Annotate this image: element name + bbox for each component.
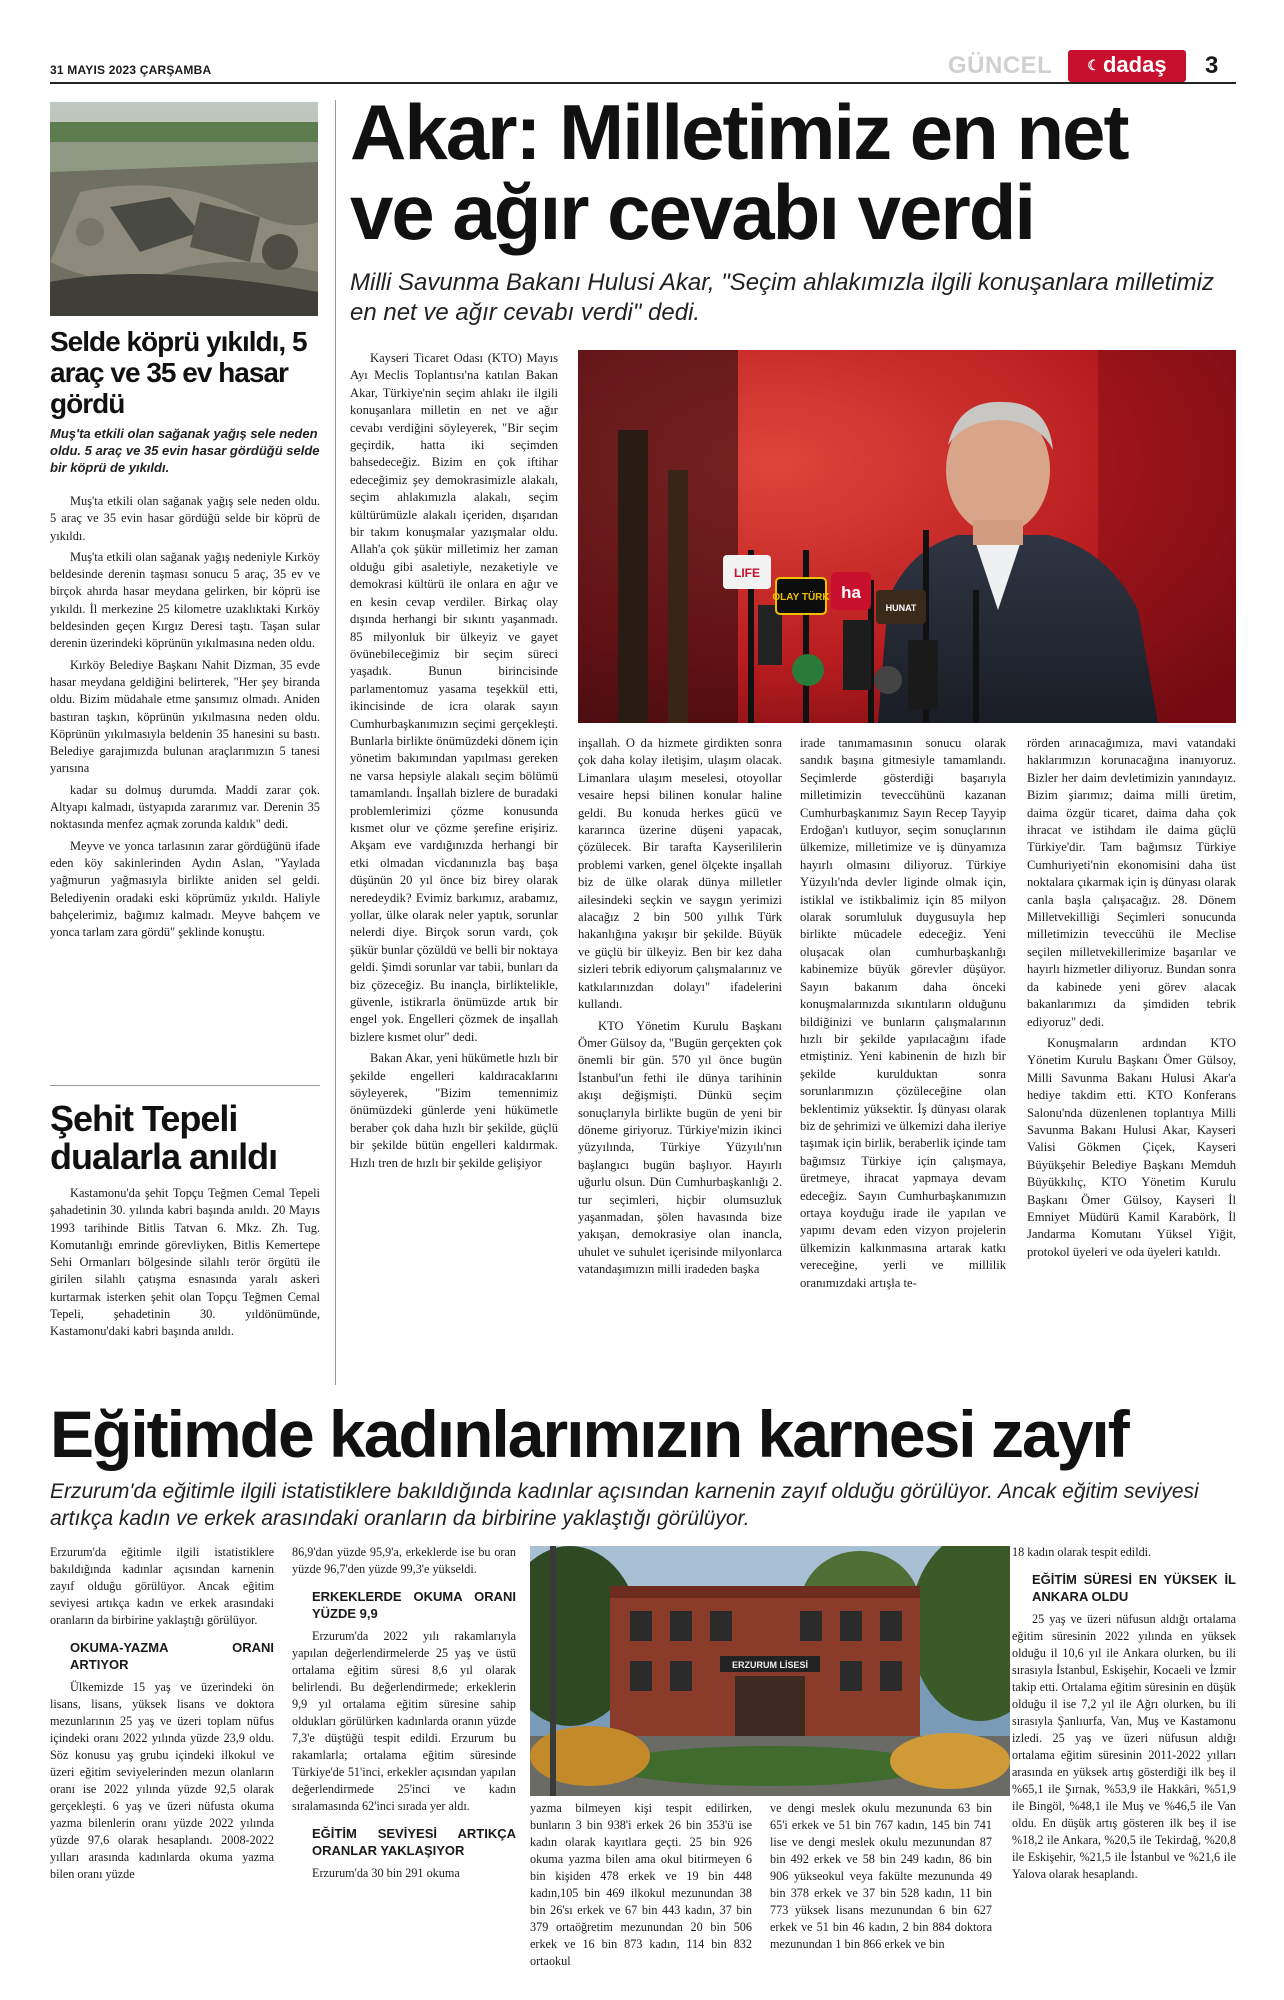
education-headline: Eğitimde kadınlarımızın karnesi zayıf (50, 1397, 1128, 1471)
education-col4 (770, 1800, 992, 1953)
akar-paragraph: Kayseri Ticaret Odası (KTO) Mayıs Ayı Meclis Toplantısı'na katılan Bakan Akar, Türkiye'nin seçim ahlakı ile ilgili konuşanlara milletin en net ve ağır cevabı verdiğini söyleyerek, "Bir seçim geçirdik, hatta iki seçimden bahsedeceğiz. Bizim en çok iftihar edeceğimiz şey demokrasimizle alakalı, seçim ahlakımızla alakalı, seçim kültürümüzle alakalı içeriden, dışarıdan bir takım konuşmalar yazışmalar oldu. Allah'a çok şükür milletimiz her zaman olduğu gibi asaletiyle, nezaketiyle ve demokrasi kültürü ile onlara en ağır ve en kesin cevap verdiler. Birkaç olay dışında herhangi bir sıkıntı yaşanmadı. 85 milyonluk bir ülkeyiz ve gayet övünebileceğimiz bir seçim süreci yaşadık. Bunun birincisinde parlamentomuz yasama teşekkül etti, ikincisinde de icra olarak sayın Cumhurbaşkanımızın seçimi gerçekleşti. Bunlarla birlikte önümüzdeki dönem için yönetim bakımından yapılması gereken ne varsa hepsiyle alakalı seçim bölümü tamamlandı. İnşallah bizlere de buradaki problemlerimizi çözme konusunda kısmet olur ve çözme şerefine erişiriz. Akşam eve vardığınızda herhangi bir etki olmadan vicdanınızla baş başa düşünün 20 yıl önce biz birey olarak neredeydik? Evimiz barkımız, arabamız, yollar, ülke olarak neler yaptık, sorunlar nelerdi diye. Birçok sorun vardı, çok şükür bunlar çözüldü ve belli bir noktaya geldi. Şimdi sorunlar var tabii, bunları da biz çözeceğiz. Bu inançla, birliktelikle, güvenle, istikrarla önümüzde artık bir engel yok. Engelleri çözmek de inşallah bizlere kısmet olur" dedi. (350, 351, 558, 1044)
education-paragraph: 86,9'dan yüzde 95,9'a, erkeklerde ise bu oran yüzde 96,7'den yüzde 99,3'e yükseldi. (292, 1545, 516, 1576)
flood-headline: Selde köprü yıkıldı, 5 araç ve 35 ev hasar gördü (50, 326, 307, 419)
education-col3 (530, 1800, 752, 1970)
issue-date: 31 MAYIS 2023 ÇARŞAMBA (50, 63, 212, 77)
logo-text: dadaş (1102, 52, 1167, 77)
mic-logo-life (723, 555, 771, 589)
flood-paragraph: Muş'ta etkili olan sağanak yağış sele neden oldu. 5 araç ve 35 evin hasar gördüğü selde bir köprü de yıkıldı. (50, 494, 320, 543)
flood-deck: Muş'ta etkili olan sağanak yağış sele neden oldu. 5 araç ve 35 evin hasar gördüğü selde bir köprü de yıkıldı. (50, 426, 320, 475)
mic-logo-olay-text: OLAY TÜRK (772, 592, 830, 603)
akar-paragraph: rörden arınacağımıza, mavi vatandaki haklarımızın korunacağına inanıyoruz. Bizler her daim devletimizin yanındayız. Bizim şiarımız; daima milli üretim, daima özgür ticaret, daima daha çok ihracat ve istihdam ile daima güçlü Türkiye'dir. Tam bağımsız Türkiye Cumhuriyeti'nin ekonomisini daha üst noktalara çıkarmak için iş dünyası olarak canla başla çalışacağız. 28. Dönem Milletvekilliği Seçimleri sonucunda milletimizin teveccühü ile Meclise seçilen milletvekillerimize başarılar ve hayırlı hizmetler diliyoruz. Bundan sonra da kabinede yeni görev alacak bakanlarımızı da şimdiden tebrik ediyoruz" dedi. (1027, 736, 1236, 1029)
akar-col1 (350, 350, 558, 1172)
akar-deck: Milli Savunma Bakanı Hulusi Akar, "Seçim ahlakımızla ilgili konuşanlara milletimiz en net ve ağır cevabı verdi" dedi. (350, 269, 1214, 326)
akar-paragraph: inşallah. O da hizmete girdikten sonra çok daha kolay iletişim, ulaşım olacak. Limanlara ulaşım meselesi, otoyollar vesaire hepsi bilinen konular haline geldi. Bu konuda herkes gücü ve kararınca üzerine düşeni yapacak, çözülecek. Bir tarafta Kayserililerin problemi varken, genel ölçekte inşallah biz de ülke olarak dünya milletler ailesindeki seçkin ve saygın yerimizi alacağız 2 bin 500 yıllık Türk hakanlığına yakışır bir şekilde. Büyük ve güçlü bir ülkeyiz. Ben bir kez daha sizleri tebrik ediyorum çalışmalarınız ve katkılarınızdan dolayı" ifadelerini kullandı. (578, 736, 782, 1012)
education-subhead-men: ERKEKLERDE OKUMA ORANI YÜZDE 9,9 (312, 1589, 516, 1621)
education-deck: Erzurum'da eğitimle ilgili istatistiklere bakıldığında kadınlar açısından karnenin zayıf olduğu görülüyor. Ancak eğitim seviyesi artıkça kadın ve erkek arasındaki oranların da birbirine yaklaştığı görülüyor. (50, 1480, 1199, 1530)
mic-logo-ha-text: ha (841, 583, 861, 602)
section-label: GÜNCEL (948, 52, 1053, 79)
education-paragraph: ve dengi meslek okulu mezununda 63 bin 65'i erkek ve 51 bin 767 kadın, 145 bin 741 lise ve dengi meslek okulu mezunundan 87 bin 492 erkek ve 58 bin 249 kadın, 86 bin 906 yükseokul veya fakülte mezununda 49 bin 378 erkek ve 37 bin 528 kadın, 11 bin 773 yüksek lisans mezunundan 6 bin 627 erkek ve 51 bin 46 kadın, 2 bin 884 doktora mezunundan 1 bin 866 erkek ve bin (770, 1801, 992, 1951)
flood-paragraph: Meyve ve yonca tarlasının zarar gördüğünü ifade eden köy sakinlerinden Aydın Aslan, "Yaylada yağmurun yağmasıyla birlikte aniden sel geldi. Belediyenin oradaki eski köprümüz yıkıldı. Haliyle bahçelerimiz, bağımız kalmadı. Meyve bahçem ve yonca tarlam zara gördü" şeklinde konuştu. (50, 838, 320, 940)
flood-paragraph: kadar su dolmuş durumda. Maddi zarar çok. Altyapı kalmadı, üstyapıda zararımız var. Derenin 35 noktasında menfez açmak zorunda kaldık" dedi. (50, 782, 320, 832)
education-paragraph: Erzurum'da 30 bin 291 okuma (312, 1866, 460, 1880)
mic-logo-olay (772, 578, 830, 614)
education-paragraph: yazma bilmeyen kişi tespit edilirken, bunların 3 bin 938'i erkek 26 bin 353'ü ise kadın olarak kayıtlara geçti. 25 bin 926 okuma yazma bilen ama okul bitirmeyen 6 bin kişiden 478 erkek ve 19 bin 448 kadın,105 bin 469 ilkokul mezunundan 38 bin 26'sı erkek ve 67 bin 443 kadın, 37 bin 379 ortaöğretim mezunundan 20 bin 506 erkek ve 16 bin 873 kadın, 114 bin 832 ortaokul (530, 1801, 752, 1968)
flood-paragraph: Kırköy Belediye Başkanı Nahit Dizman, 35 evde hasar meydana geldiğini belirterek, "Her şey biranda oldu. Bizim müdahale etme şansımız olmadı. Aniden bastıran taşkın, köprünün yıkılmasına neden oldu. Köprünün yıkılmasıyla beldenin 35 hanesini su bastı. Belediye garajımızda bulunan araçlarımızın 5 tanesi yarısına (50, 657, 320, 776)
crescent-star-icon: ☾ (1087, 57, 1100, 73)
martyr-paragraph: Kastamonu'da şehit Topçu Teğmen Cemal Tepeli şahadetinin 30. yılında kabri başında anıldı. 20 Mayıs 1993 tarihinde Bitlis Tatvan 6. Mkz. Zh. Tug. Komutanlığı emrinde görevliyken, Bitlis Kemertepe Sehi Ormanları bölgesinde silahlı terör örgütü ile girilen silahlı çatışma esnasında yaralı askeri kurtarmak isterken şehit olan Topçu Teğmen Cemal Tepeli, şehadetinin 30. yıldönümünde, Kastamonu'daki kabri başında anıldı. (50, 1186, 320, 1339)
akar-paragraph: Konuşmaların ardından KTO Yönetim Kurulu Başkanı Ömer Gülsoy, Milli Savunma Bakanı Hulusi Akar'a hediye takdim etti. KTO Konferans Salonu'nda düzenlenen toplantıya Milli Savunma Bakanı Hulusi Akar, Kayseri Valisi Gökmen Çiçek, Kayseri Büyükşehir Belediye Başkanı Memduh Büyükkılıç, KTO Yönetim Kurulu Başkanı Ömer Gülsoy, Kayseri İl Emniyet Müdürü Kamil Karabörk, İl Jandarma Komutanı Yüksel Yiğit, protokol üyeleri ve oda üyeleri katıldı. (1027, 1035, 1236, 1259)
martyr-body (50, 1185, 320, 1341)
mic-logo-life-text: LIFE (734, 566, 760, 580)
martyr-headline: Şehit Tepeli dualarla anıldı (50, 1098, 278, 1177)
erzurum-school-photo (530, 1546, 1010, 1796)
education-paragraph: Ülkemizde 15 yaş ve üzerindeki ön lisans, lisans, yüksek lisans ve doktora mezunlarının 25 yaş ve üzeri toplam nüfus içindeki oranı 2022 yılında yüzde 23,9 oldu. Söz konusu yaş grubu içindeki ilkokul ve üzeri eğitim seviyelerinden mezun olanların oranı ise 2022 yılında yüzde 92,5 olarak gerçekleşti. 6 yaş ve üzeri nüfusta okuma yazma bilenlerin oranı yüzde 2022 yılında yüzde 97,6 olarak hesaplandı. 2008-2022 yılları arasında kadınlarda okuma yazma bilen oranı yüzde (50, 1680, 274, 1881)
education-col2 (292, 1544, 516, 1882)
newspaper-logo[interactable] (1068, 50, 1186, 82)
education-subhead-levels: EĞİTİM SEVİYESİ ARTIKÇA ORANLAR YAKLAŞIYOR (312, 1826, 516, 1858)
column-divider (335, 100, 336, 1385)
akar-photo (578, 350, 1236, 723)
education-paragraph: 18 kadın olarak tespit edildi. (1012, 1545, 1152, 1559)
education-col1 (50, 1544, 274, 1883)
flood-body (50, 493, 320, 941)
page-number: 3 (1205, 52, 1219, 79)
flood-photo (50, 102, 318, 316)
school-sign-text: ERZURUM LİSESİ (731, 1660, 809, 1670)
left-story-divider (50, 1085, 320, 1086)
akar-headline (350, 88, 1250, 256)
akar-headline-line2: ve ağır cevabı verdi (350, 168, 1035, 256)
akar-col4 (1027, 735, 1236, 1261)
education-intro: Erzurum'da eğitimle ilgili istatistiklere bakıldığında kadınlar açısından karnenin zayıf olduğu görülüyor. Ancak eğitim seviyesi artıkça kadın ve erkek arasındaki oranların da birbirine yaklaştığı görülüyor. (50, 1545, 274, 1627)
akar-paragraph: irade tanımamasının sonucu olarak sandık başına gitmesiyle tamamlandı. Seçimlerde gösterdiği başarıyla milletimizin teveccühünü kazanan Cumhurbaşkanımız Sayın Recep Tayyip Erdoğan'ı kutluyor, seçim sonuçlarının ülkemize, milletimize ve iş dünyamıza hayırlı olmasını diliyoruz. Türkiye Yüzyılı'nda devler liginde olmak için, istiklal ve istikbalimiz için 85 milyon olarak sorumluluk duygusuyla hep birlikte mücadele edeceğiz. Yeni oluşacak olan cumhurbaşkanlığı kabinemize büyük görevler düşüyor. Sayın bakanım daha önceki konuşmalarınızda sıkıntıların olduğunu bildiğinizi ve bunların çalışmalarının hızlı bir şekilde yapılacağını ifade etmiştiniz. Yeni kabinenin de hızlı bir şekilde kurulduktan sonra sorunlarımızın çözüleceğine olan beklentimiz yüksektir. İş dünyası olarak biz de şehrimizi ve ülkemizi daha ileriye taşımak için birlik, beraberlik içinde tam bağımsız Türkiye için çalışmaya, üretmeye, ihracat yapmaya devam edeceğiz. Sayın Cumhurbaşkanımızın ortaya koyduğu irade ile yapılan ve yapımı devam eden vizyon projelerin ülkemizin kalkınmasına artarak katkı vereceğine, yerli ve millilik oranımızdaki artışla te- (800, 736, 1006, 1290)
mic-logo-hunat-text: HUNAT (885, 603, 917, 613)
education-col5 (1012, 1544, 1236, 1883)
akar-col2 (578, 735, 782, 1279)
flood-paragraph: Muş'ta etkili olan sağanak yağış nedeniyle Kırköy beldesinde derenin taşması sonucu 5 araç, 35 ev ve birçok ahırda hasar meydana gelirken, bir köprü ise yıkıldı. İl merkezine 25 kilometre uzaklıktaki Kırköy beldesinden geçen Kırgız Deresi taştı. Taşan sular derenin üzerindeki köprünün yıkılmasına neden oldu. (50, 549, 320, 651)
education-paragraph: Erzurum'da 2022 yılı rakamlarıyla yapılan değerlendirmelerde 25 yaş ve üstü ortalama eğitim süresi 8,6 yıl olarak belirlendi. Bu değerlendirmede; erkeklerin 9,9 yıl ortalama eğitim süresine sahip oldukları görülürken kadınlarda oranın yüzde 7,3'e düştüğü tespit edildi. Erzurum bu rakamlarla; ortalama eğitim süresinde Türkiye'de 51'inci, erkekler açısından yapılan değerlendirmede 25'inci ve kadın sıralamasında 62'inci sırada yer aldı. (292, 1629, 516, 1813)
akar-col3 (800, 735, 1006, 1292)
mic-logo-ha (831, 572, 871, 610)
education-paragraph: 25 yaş ve üzeri nüfusun aldığı ortalama eğitim süresinin 2022 yılında en yüksek olduğu il 10,6 yıl ile Ankara olurken, bu ili sırasıyla İstanbul, Eskişehir, Kocaeli ve İzmir takip etti. Ortalama eğitim süresinin en düşük olduğu il ise 7,2 yıl ile Ağrı olurken, bu ili sırasıyla Şanlıurfa, Van, Muş ve Kastamonu izledi. 25 yaş ve üzeri nüfusun aldığı ortalama eğitim süresinin 2011-2022 yılları arasında en yüksek artış gösterdiği ilk beş il %65,1 ile Şırnak, %53,9 ile Hakkâri, %51,9 ile Bingöl, %48,1 ile Muş ve %46,5 ile Van oldu. En düşük artış gösteren ilk beş il ise %18,2 ile Ankara, %20,5 ile Tekirdağ, %20,8 ile Eskişehir, %21,5 ile İstanbul ve %21,6 ile Yalova olarak hesaplandı. (1012, 1612, 1236, 1881)
akar-paragraph: Bakan Akar, yeni hükümetle hızlı bir şekilde engelleri kaldıracaklarını söyleyerek, "Bizim temennimiz önümüzdeki günlerde yeni hükümetle beraber çok daha hızlı bir şekilde, güçlü bir şekilde bütün engelleri kaldırmak. Hızlı tren de hızlı bir şekilde gelişiyor (350, 1051, 558, 1170)
mic-logo-hunat (876, 590, 926, 624)
education-subhead-literacy: OKUMA-YAZMA ORANI ARTIYOR (70, 1640, 274, 1672)
akar-paragraph: KTO Yönetim Kurulu Başkanı Ömer Gülsoy da, "Bugün gerçekten çok önemli bir gün. 570 yıl önce bugün İstanbul'un fethi ile dünya tarihinin akışı değişmişti. Dünkü seçim sonuçlarıyla birlikte bugün de yeni bir döneme giriyoruz. Türkiye'mizin ikinci yüzyılında, Türkiye Yüzyılı'nın başlangıcı bugün başlıyor. Hayırlı uğurlu olsun. Dün Cumhurbaşkanlığı 2. tur seçimleri, hiçbir olumsuzluk yaşanmadan, şölen havasında bize yakışan, demokrasiye olan inancla, uhulet ve suhulet içerisinde milyonlarca vatandaşımızın milli iradeden başka (578, 1018, 782, 1277)
header-rule (50, 82, 1236, 84)
education-subhead-ankara: EĞİTİM SÜRESİ EN YÜKSEK İL ANKARA OLDU (1032, 1572, 1236, 1604)
akar-headline-line1: Akar: Milletimiz en net (350, 88, 1128, 176)
